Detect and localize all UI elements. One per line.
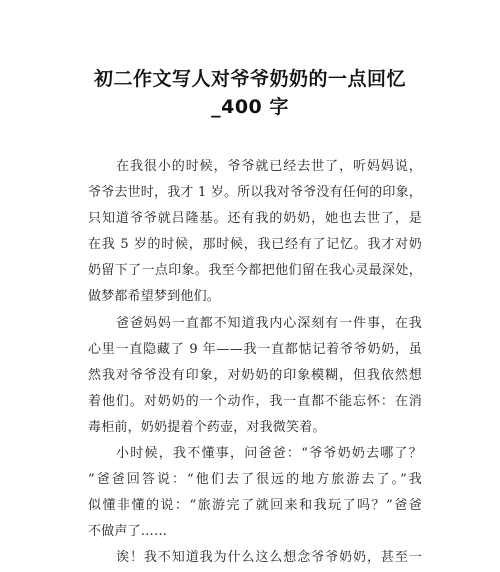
text-line: 小时候，我不懂事，问爸爸：“爷爷奶奶去哪了？	[116, 446, 422, 462]
text-line: ”爸爸回答说：“他们去了很远的地方旅游去了。”我	[88, 472, 422, 488]
text-line: 在我很小的时候，爷爷就已经去世了，听妈妈说，	[116, 159, 422, 174]
text-line: 似懂非懂的说：“旅游完了就回来和我玩了吗？”爸爸	[88, 498, 422, 514]
document-title-line1: 初二作文写人对爷爷奶奶的一点回忆	[93, 68, 406, 90]
text-line: 诶！我不知道我为什么这么想念爷爷奶奶，甚至一	[116, 550, 422, 566]
text-line: 然我对爷爷没有印象，对奶奶的印象模糊，但我依然想	[88, 367, 422, 383]
text-line: 不做声了……	[88, 524, 168, 540]
document-body	[88, 154, 422, 572]
text-line: 奶留下了一点印象。我至今都把他们留在我心灵最深处，	[88, 263, 422, 279]
text-line: 心里一直隐藏了 9 年——我一直都惦记着爷爷奶奶，虽	[88, 341, 422, 357]
text-line: 只知道爷爷就吕隆基。还有我的奶奶，她也去世了，是	[88, 211, 422, 227]
text-line: 做梦都希望梦到他们。	[88, 289, 221, 305]
text-line: 爸爸妈妈一直都不知道我内心深刻有一件事，在我	[116, 315, 422, 331]
text-line: 爷爷去世时，我才 1 岁。所以我对爷爷没有任何的印象，	[88, 185, 422, 201]
text-line: 毒柜前，奶奶提着个药壶，对我微笑着。	[88, 419, 326, 435]
text-line: 着他们。对奶奶的一个动作，我一直都不能忘怀：在消	[88, 393, 422, 409]
text-line: 在我 5 岁的时候，那时候，我已经有了记忆。我才对奶	[88, 237, 422, 253]
document-title-line2: _400 字	[211, 96, 289, 118]
